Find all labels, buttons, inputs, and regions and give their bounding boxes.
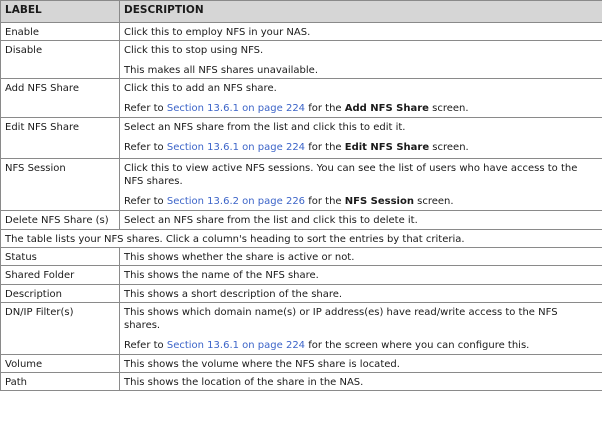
description-text: This shows the name of the NFS share.: [124, 270, 319, 281]
row-description: [120, 118, 602, 159]
description-text: This makes all NFS shares unavailable.: [124, 65, 319, 76]
ref-suffix: screen.: [429, 142, 469, 153]
cross-reference: [124, 195, 594, 208]
row-description: [120, 41, 602, 79]
section-link[interactable]: Section 13.6.1 on page 224: [166, 103, 306, 114]
row-description: [120, 248, 602, 266]
row-label: Enable: [1, 23, 120, 41]
row-label: Shared Folder: [1, 266, 120, 285]
row-label: Status: [1, 248, 120, 266]
table-row: [1, 355, 602, 373]
row-description: [120, 211, 602, 230]
table-row: [1, 79, 602, 118]
row-label: NFS Session: [1, 159, 120, 211]
table-row: [1, 41, 602, 79]
cross-reference: [124, 339, 594, 352]
description-text: Click this to stop using NFS.: [124, 45, 264, 56]
row-label: Edit NFS Share: [1, 118, 120, 159]
table-row: [1, 266, 602, 285]
ref-prefix: Refer to: [124, 103, 167, 114]
ref-prefix: Refer to: [124, 142, 167, 153]
cross-reference: [124, 102, 602, 115]
screen-name: NFS Session: [344, 196, 414, 207]
description-text: Click this to employ NFS in your NAS.: [124, 27, 311, 38]
description-text: Select an NFS share from the list and click this to delete it.: [124, 215, 418, 226]
section-link[interactable]: Section 13.6.2 on page 226: [166, 196, 306, 207]
table-row: [1, 373, 602, 391]
row-description: [120, 285, 602, 303]
row-label: DN/IP Filter(s): [1, 303, 120, 355]
row-label: Disable: [1, 41, 120, 79]
table-row: [1, 23, 602, 41]
description-text: This shows which domain name(s) or IP address(es) have read/write access to the NFS shares.: [124, 307, 558, 331]
table-note: The table lists your NFS shares. Click a column's heading to sort the entries by that criteria.: [1, 230, 602, 248]
table-row: [1, 159, 602, 211]
section-link[interactable]: Section 13.6.1 on page 224: [166, 340, 306, 351]
row-label: Add NFS Share: [1, 79, 120, 118]
ref-suffix: screen.: [413, 196, 454, 207]
description-text: Select an NFS share from the list and click this to edit it.: [124, 122, 406, 133]
row-description: [120, 355, 602, 373]
row-description: [120, 303, 602, 355]
ref-middle: for the screen where you can configure this.: [305, 340, 530, 351]
row-label: Description: [1, 285, 120, 303]
description-text: This shows a short description of the share.: [124, 289, 343, 300]
row-label: Volume: [1, 355, 120, 373]
table-row: [1, 118, 602, 159]
label-column-header: LABEL: [1, 1, 120, 23]
description-text: This shows whether the share is active or not.: [124, 252, 355, 263]
row-description: [120, 266, 602, 285]
row-description: [120, 159, 602, 211]
ref-middle: for the: [305, 142, 345, 153]
ref-prefix: Refer to: [124, 196, 167, 207]
description-text: This shows the location of the share in the NAS.: [124, 377, 364, 388]
cross-reference: [124, 141, 602, 154]
screen-name: Add NFS Share: [344, 103, 429, 114]
row-description: [120, 79, 602, 118]
section-link[interactable]: Section 13.6.1 on page 224: [166, 142, 306, 153]
description-text: This shows the volume where the NFS share is located.: [124, 359, 400, 370]
row-description: [120, 373, 602, 391]
ref-suffix: screen.: [428, 103, 469, 114]
ref-middle: for the: [305, 196, 345, 207]
table-header-row: [1, 1, 602, 23]
description-column-header: DESCRIPTION: [120, 1, 602, 23]
row-description: [120, 23, 602, 41]
ref-middle: for the: [305, 103, 345, 114]
description-text: Click this to view active NFS sessions. You can see the list of users who have access to the NFS shares.: [124, 163, 578, 187]
row-label: Path: [1, 373, 120, 391]
description-text: Click this to add an NFS share.: [124, 83, 277, 94]
table-row: [1, 248, 602, 266]
table-row: [1, 230, 602, 248]
screen-name: Edit NFS Share: [344, 142, 430, 153]
table-row: [1, 285, 602, 303]
ref-prefix: Refer to: [124, 340, 167, 351]
table-row: [1, 211, 602, 230]
row-label: Delete NFS Share (s): [1, 211, 120, 230]
table-row: [1, 303, 602, 355]
